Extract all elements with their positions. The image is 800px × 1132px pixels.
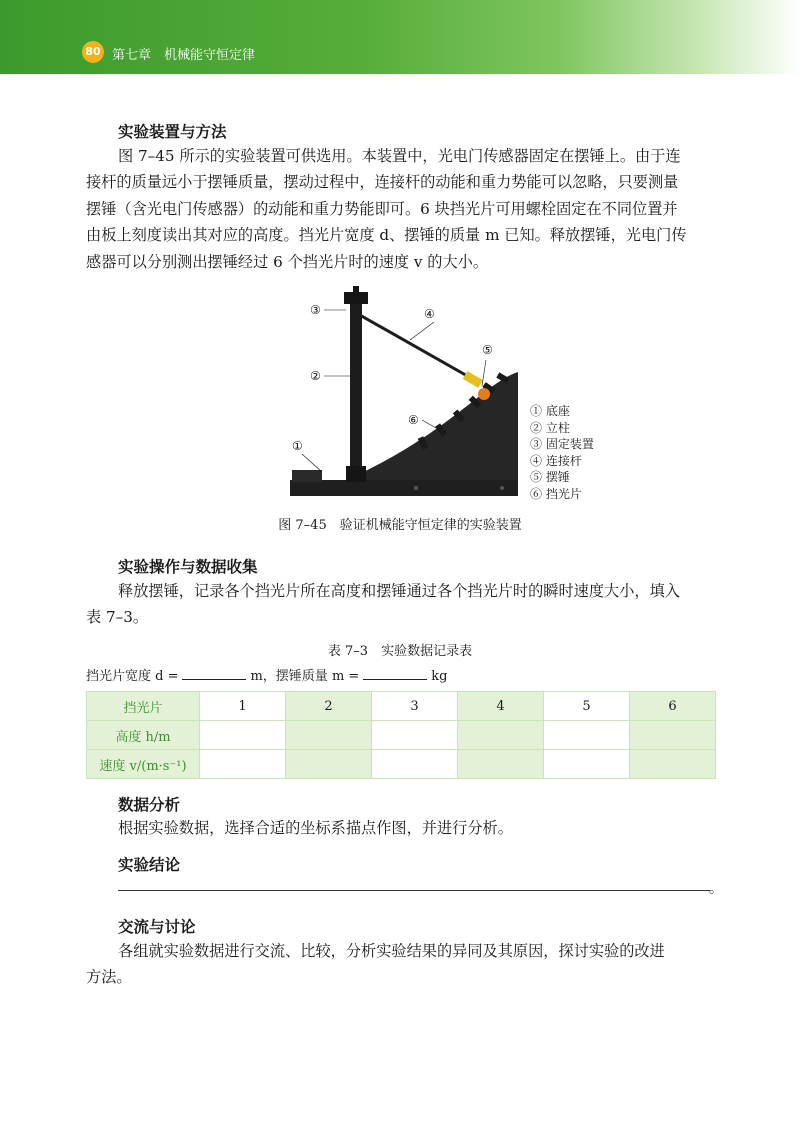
table-header-cell: 挡光片 (87, 692, 200, 721)
callout-1: ① (292, 439, 303, 453)
section-heading-discussion: 交流与讨论 (118, 918, 196, 936)
table-header-cell: 4 (458, 692, 544, 721)
table-header-row (87, 692, 716, 721)
table-cell[interactable] (458, 750, 544, 779)
table-header-cell: 5 (544, 692, 630, 721)
section-heading-analysis: 数据分析 (118, 796, 181, 814)
discussion-paragraph (86, 938, 718, 991)
para-line: 接杆的质量远小于摆锤质量，摆动过程中，连接杆的动能和重力势能可以忽略，只要测量 (86, 173, 679, 192)
table-cell[interactable] (544, 721, 630, 750)
para-line: 由板上刻度读出其对应的高度。挡光片宽度 d、摆锤的质量 m 已知。释放摆锤，光电门传 (86, 226, 687, 245)
legend-item: ⑥ 挡光片 (530, 486, 582, 501)
table-cell[interactable] (458, 721, 544, 750)
figure-caption: 图 7–45 验证机械能守恒定律的实验装置 (278, 518, 522, 533)
para-line: 方法。 (86, 968, 132, 987)
table-cell[interactable] (200, 721, 286, 750)
data-record-table (86, 691, 716, 779)
experiment-apparatus-figure (286, 286, 526, 502)
section-heading-apparatus: 实验装置与方法 (118, 123, 227, 141)
callout-5: ⑤ (482, 343, 493, 357)
leveling-foot (292, 470, 322, 482)
analysis-paragraph: 根据实验数据，选择合适的坐标系描点作图，并进行分析。 (118, 819, 513, 837)
para-line: 各组就实验数据进行交流、比较，分析实验结果的异同及其原因，探讨实验的改进 (118, 942, 665, 960)
conclusion-answer-line[interactable] (118, 890, 710, 891)
table-title: 表 7–3 实验数据记录表 (327, 644, 473, 659)
legend-item: ③ 固定装置 (530, 437, 594, 451)
table-header-cell: 6 (630, 692, 716, 721)
callout-4: ④ (424, 307, 435, 321)
mass-blank[interactable] (363, 667, 427, 680)
figure-legend (530, 403, 594, 502)
para-line: 表 7–3。 (86, 608, 149, 627)
legend-item: ② 立柱 (530, 420, 570, 435)
table-header-cell: 1 (200, 692, 286, 721)
section-heading-operation: 实验操作与数据收集 (118, 558, 258, 576)
section-heading-conclusion: 实验结论 (118, 856, 181, 874)
callout-6: ⑥ (408, 413, 419, 427)
apparatus-paragraph (86, 143, 718, 275)
table-row (87, 750, 716, 779)
connecting-rod (358, 314, 478, 382)
table-parameters: 挡光片宽度 d = m，摆锤质量 m = kg (86, 669, 448, 684)
table-cell[interactable] (200, 750, 286, 779)
table-row (87, 721, 716, 750)
table-cell[interactable] (544, 750, 630, 779)
table-cell[interactable] (630, 750, 716, 779)
table-cell[interactable] (286, 750, 372, 779)
row-label-height: 高度 h/m (87, 721, 200, 750)
table-header-cell: 3 (372, 692, 458, 721)
table-cell[interactable] (372, 750, 458, 779)
operation-paragraph (86, 578, 718, 631)
table-cell[interactable] (372, 721, 458, 750)
width-blank[interactable] (182, 667, 246, 680)
para-line: 图 7–45 所示的实验装置可供选用。本装置中，光电门传感器固定在摆锤上。由于连 (118, 147, 681, 165)
callout-2: ② (310, 369, 321, 383)
upright-column (350, 302, 362, 482)
callout-3: ③ (310, 303, 321, 317)
legend-item: ④ 连接杆 (530, 453, 582, 468)
table-cell[interactable] (286, 721, 372, 750)
legend-item: ① 底座 (530, 404, 570, 418)
legend-item: ⑤ 摆锤 (530, 470, 570, 484)
para-line: 摆锤（含光电门传感器）的动能和重力势能即可。6 块挡光片可用螺栓固定在不同位置并 (86, 199, 678, 218)
para-line: 释放摆锤，记录各个挡光片所在高度和摆锤通过各个挡光片时的瞬时速度大小，填入 (118, 582, 680, 600)
page-number-badge: 80 (82, 41, 104, 63)
pendulum-bob (478, 388, 490, 400)
chapter-title: 第七章 机械能守恒定律 (112, 48, 256, 63)
base-plate (290, 480, 518, 496)
row-label-velocity: 速度 v/(m·s⁻¹) (87, 750, 200, 779)
conclusion-period: 。 (709, 881, 723, 897)
table-header-cell: 2 (286, 692, 372, 721)
table-cell[interactable] (630, 721, 716, 750)
para-line: 感器可以分别测出摆锤经过 6 个挡光片时的速度 v 的大小。 (86, 252, 489, 271)
